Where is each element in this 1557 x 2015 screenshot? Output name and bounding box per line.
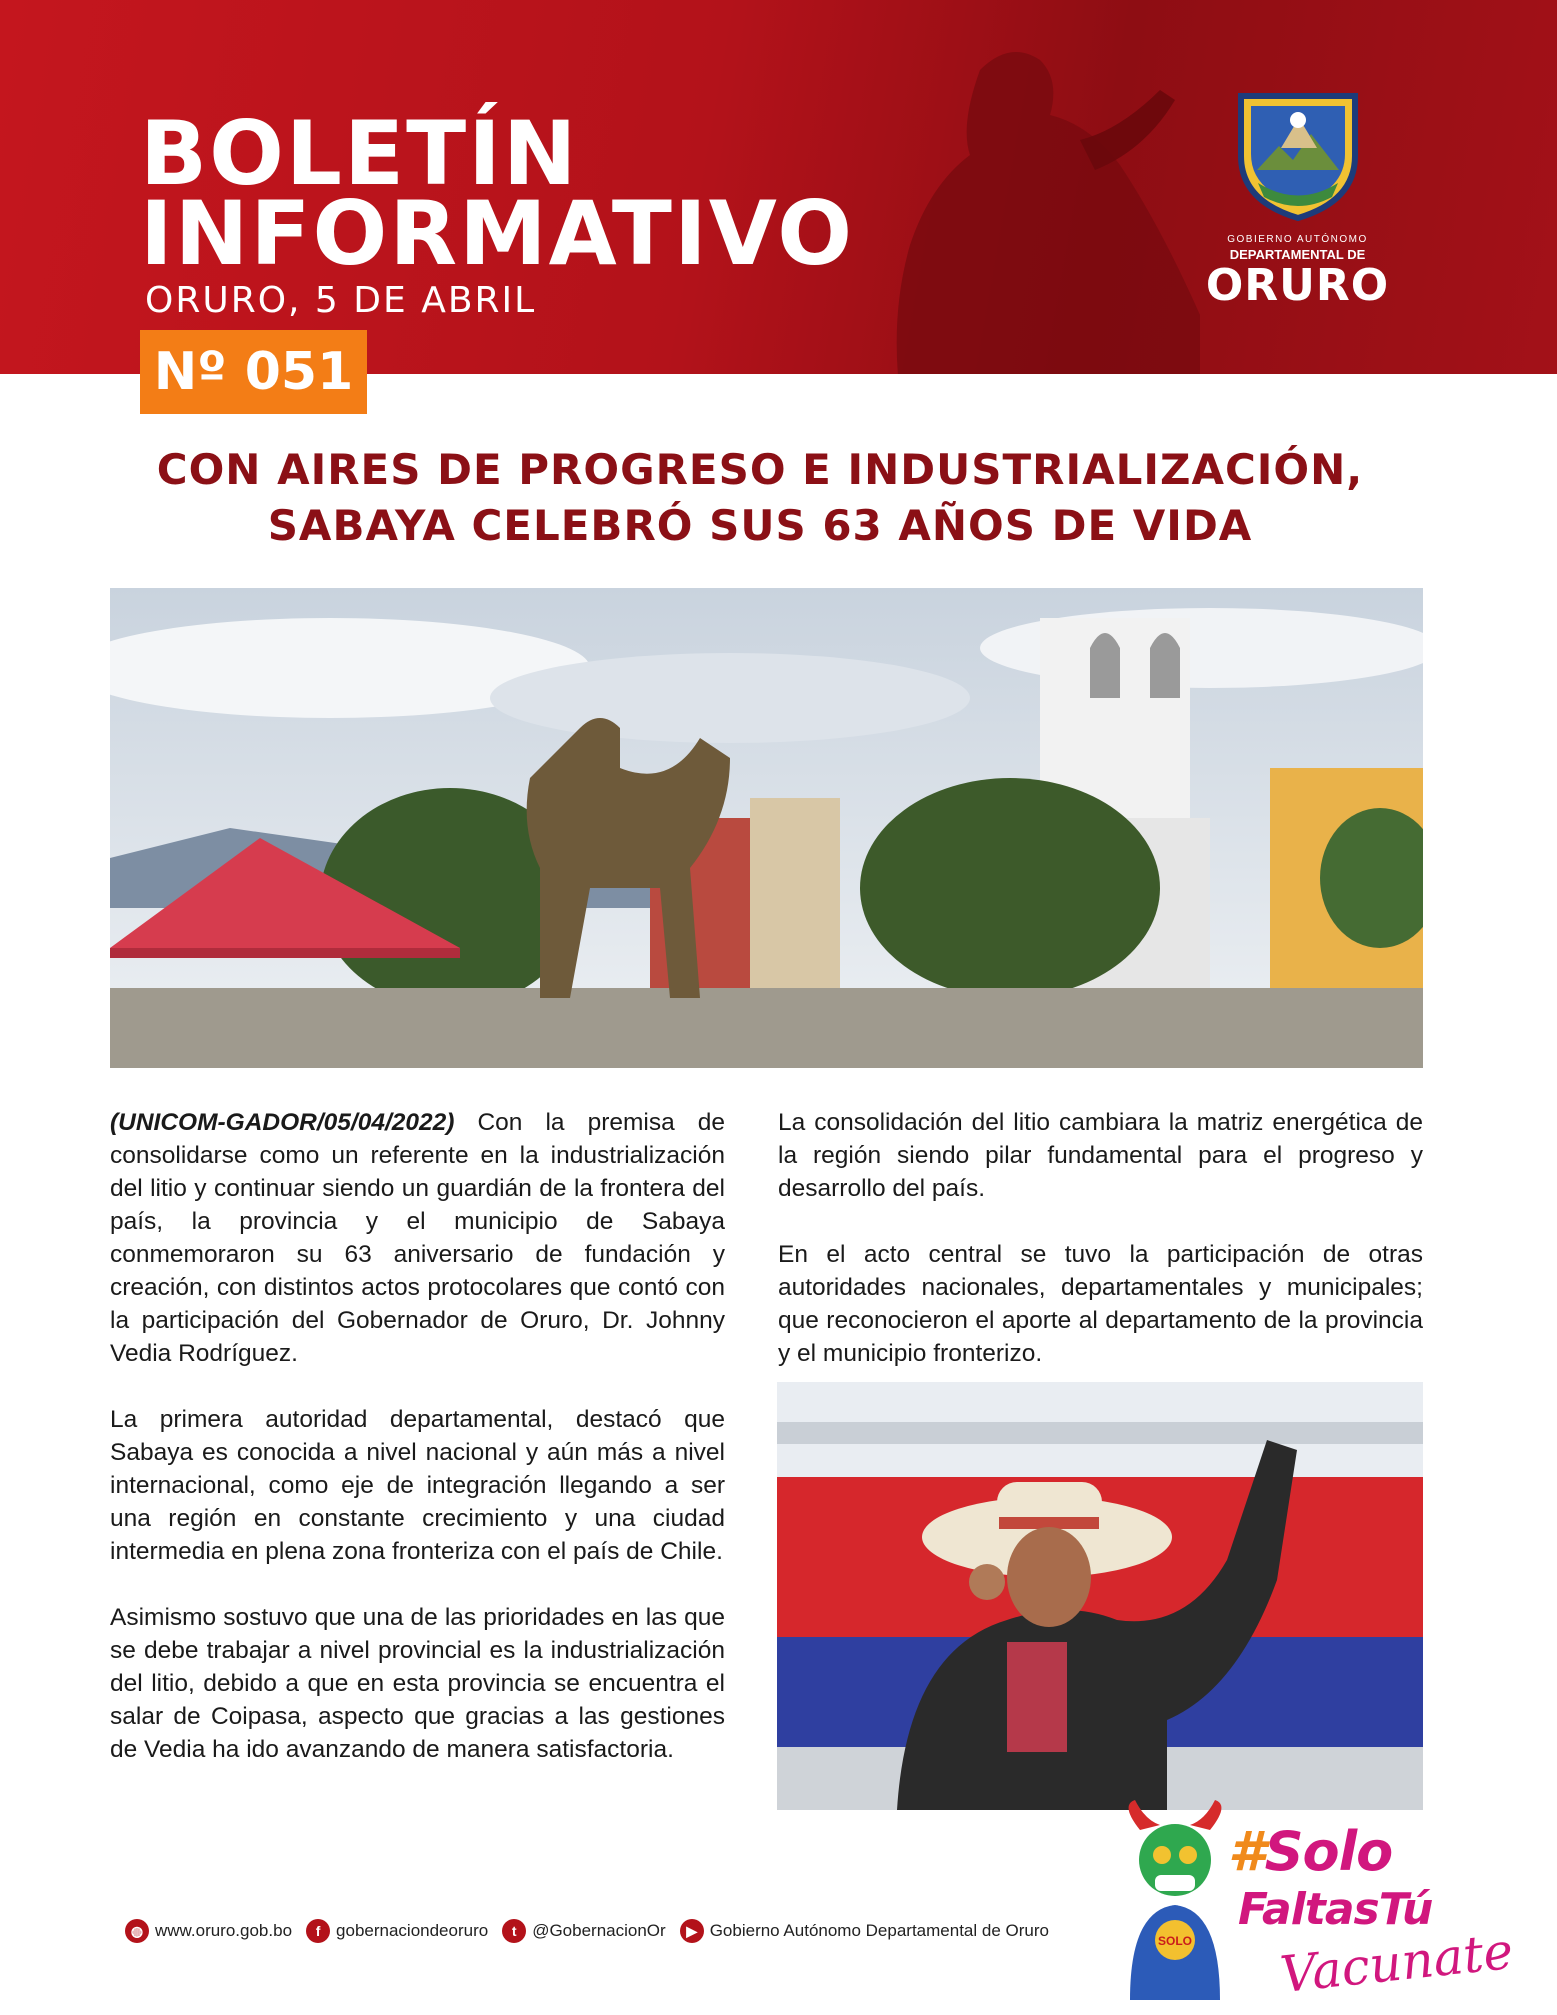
footer-youtube-link[interactable] bbox=[680, 1919, 1049, 1943]
footer-facebook-link[interactable] bbox=[306, 1919, 488, 1943]
vaccination-campaign-badge bbox=[1100, 1800, 1516, 2010]
coat-of-arms-icon bbox=[1233, 88, 1363, 223]
governor-speech-photo bbox=[777, 1382, 1423, 1810]
footer-twitter-link[interactable] bbox=[502, 1919, 666, 1943]
article-right-column bbox=[778, 1106, 1423, 1403]
campaign-hash: # bbox=[1228, 1820, 1265, 1883]
footer-youtube-text: Gobierno Autónomo Departamental de Oruro bbox=[709, 1921, 1049, 1940]
article-paragraph-2: La primera autoridad departamental, destacó que Sabaya es conocida a nivel nacional y aún más a nivel internacional, como eje de integración llegando a ser una región en constante crecimiento y una ciudad intermedia en plena zona fronteriza con el país de Chile. bbox=[110, 1406, 725, 1565]
campaign-tag-line-2: FaltasTú bbox=[1238, 1884, 1433, 1935]
footer-twitter-text: @GobernacionOr bbox=[532, 1921, 666, 1940]
article-citation: (UNICOM-GADOR/05/04/2022) bbox=[110, 1109, 455, 1136]
campaign-tag-line-3: Vacunate bbox=[1277, 1921, 1516, 2005]
header-banner bbox=[0, 0, 1557, 374]
sabaya-plaza-photo bbox=[110, 588, 1423, 1068]
campaign-tag-line-1 bbox=[1228, 1820, 1392, 1883]
article-paragraph-1 bbox=[110, 1106, 725, 1370]
mascot-badge-text: SOLO bbox=[1157, 1934, 1193, 1948]
article-paragraph-5: En el acto central se tuvo la participación de otras autoridades nacionales, departamentales y municipales; que reconocieron el aporte al departamento de la provincia y el municipio fronterizo. bbox=[778, 1241, 1423, 1367]
footer-website-text: www.oruro.gob.bo bbox=[155, 1921, 293, 1940]
youtube-icon: ▶ bbox=[680, 1919, 704, 1943]
article-left-column bbox=[110, 1106, 725, 1799]
logo-subtitle-1: GOBIERNO AUTÓNOMO bbox=[1227, 234, 1368, 245]
facebook-icon: f bbox=[306, 1919, 330, 1943]
article-paragraph-4: La consolidación del litio cambiara la matriz energética de la región siendo pilar fundamental para el progreso y desarrollo del país. bbox=[778, 1109, 1423, 1202]
logo-name: ORURO bbox=[1205, 260, 1390, 311]
footer-website-link[interactable] bbox=[125, 1919, 292, 1943]
bulletin-number-badge: Nº 051 bbox=[140, 330, 367, 414]
article-headline: CON AIRES DE PROGRESO E INDUSTRIALIZACIÓN, SABAYA CELEBRÓ SUS 63 AÑOS DE VIDA bbox=[156, 445, 1364, 550]
globe-icon: ◍ bbox=[125, 1919, 149, 1943]
statue-silhouette-image bbox=[830, 30, 1250, 374]
twitter-icon: t bbox=[502, 1919, 526, 1943]
footer-contacts bbox=[125, 1916, 1049, 1946]
oruro-government-logo bbox=[1205, 88, 1390, 318]
bulletin-date: ORURO, 5 DE ABRIL bbox=[145, 280, 537, 321]
campaign-tag-solo: Solo bbox=[1264, 1820, 1393, 1883]
article-paragraph-3: Asimismo sostuvo que una de las prioridades en las que se debe trabajar a nivel provincial es la industrialización del litio, debido a que en esta provincia se encuentra el salar de Coipasa, aspecto que gracias a las gestiones de Vedia ha ido avanzando de manera satisfactoria. bbox=[110, 1604, 725, 1763]
title-line-2: INFORMATIVO bbox=[140, 182, 855, 285]
footer-facebook-text: gobernaciondeoruro bbox=[336, 1921, 489, 1940]
title-line-1: BOLETÍN bbox=[140, 102, 579, 205]
logo-subtitle-2: DEPARTAMENTAL DE bbox=[1229, 247, 1366, 262]
article-paragraph-1-text: Con la premisa de consolidarse como un referente en la industrialización del litio y continuar siendo un guardián de la frontera del país, la provincia y el municipio de Sabaya conmemoraron su 63 aniversario de fundación y creación, con distintos actos protocolares que contó con la participación del Gobernador de Oruro, Dr. Johnny Vedia Rodríguez. bbox=[110, 1109, 725, 1367]
